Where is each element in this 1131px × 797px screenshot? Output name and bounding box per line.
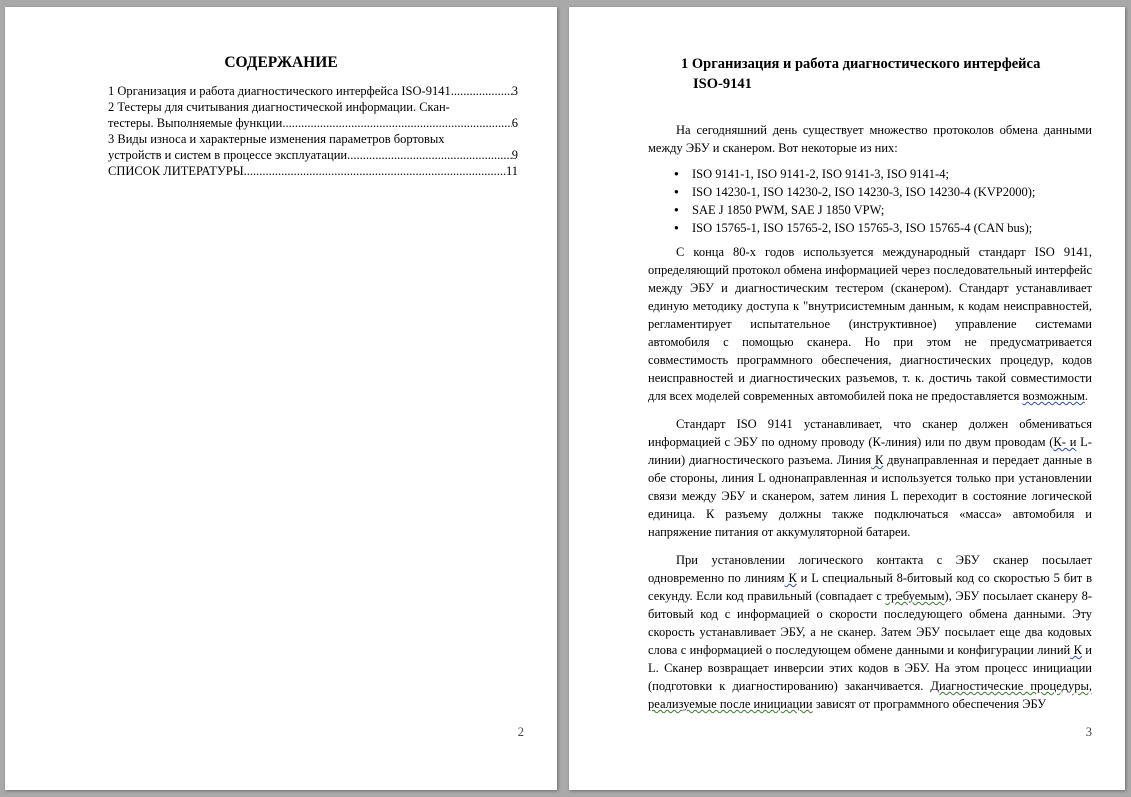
toc-entry-title: 3 Виды износа и характерные изменения параметров бортовых [108,132,445,146]
toc-entry [108,163,518,179]
section-heading-line: 1 Организация и работа диагностического интерфейса [681,56,1041,72]
paragraph-text: зависят от программного обеспечения ЭБУ [812,697,1047,711]
toc-entry-title: тестеры. Выполняемые функции [108,116,283,130]
spellcheck-word: К [1070,643,1082,657]
grammar-check-phrase: Диагностические процедуры, реализуемые после инициации [648,679,1092,711]
toc-leader-dots [244,163,506,179]
protocol-list [648,165,1092,237]
toc-title: СОДЕРЖАНИЕ [224,54,338,71]
toc-entry [108,83,518,99]
section-heading [681,54,1081,94]
paragraph: На сегодняшний день существует множество протоколов обмена данными между ЭБУ и сканером. Вот некоторые из них: [648,123,1092,155]
spellcheck-word: К [784,571,797,585]
toc-entry [108,115,518,131]
toc-leader-dots [347,147,512,163]
page-number: 2 [517,725,524,739]
spellcheck-word: К- и [1053,435,1077,449]
page-number: 3 [1085,725,1092,739]
toc-entry-page: 9 [511,148,518,162]
list-item: ● ISO 15765-1, ISO 15765-2, ISO 15765-3, ISO 15765-4 (CAN bus); [692,219,1092,237]
toc-leader-dots [451,83,512,99]
paragraph [648,551,1092,713]
table-of-contents [108,83,518,179]
grammar-check-word: требуемым [885,589,945,603]
section-heading-line: ISO-9141 [693,76,752,92]
toc-entry-page: 3 [511,84,518,98]
list-item: ● ISO 9141-1, ISO 9141-2, ISO 9141-3, ISO 9141-4; [692,165,1092,183]
document-page-right [569,7,1125,790]
spellcheck-word: возможным [1022,389,1085,403]
paragraph-text: ), ЭБУ посылает сканеру 8-битовый код с информацией о скорости последующего обмена данными. Эту скорость устанавливает ЭБУ, а не сканер. Затем ЭБУ посылает еще два кодовых слова с информацией о последующем обмене данными и конфигурации линий [648,589,1092,657]
paragraph-text: и L специальный 8-битовый код со скоростью 5 бит в секунду. Если код правильный (совпадает с [648,571,1092,603]
paragraph-text: Стандарт ISO 9141 устанавливает, что сканер должен обмениваться информацией с ЭБУ по одному проводу (К-линия) или по двум проводам ( [648,417,1092,449]
document-page-left [5,7,557,790]
toc-entry-title: СПИСОК ЛИТЕРАТУРЫ [108,164,244,178]
paragraph: С конца 80-х годов используется международный стандарт ISO 9141, определяющий протокол обмена информацией через последовательный интерфейс между ЭБУ и диагностическим тестером (сканером). Стандарт устанавливает единую методику доступа к "внутрисистемным данным, к кодам неисправностей, регламентирует испытательное (инструктивное) управление системами автомобиля с помощью сканера. Но при этом не предусматривается совместимость программного обеспечения, диагностических процедур, кодов неисправностей и диагностических разъемов, т. к. достичь такой совместимости для всех моделей современных автомобилей пока не предоставляется возможным. [648,245,1092,403]
body-text-clip [648,121,1092,718]
toc-leader-dots [282,115,511,131]
paragraph-text: При установлении логического контакта с ЭБУ сканер посылает одновременно по линиям [648,553,1092,585]
toc-entry [108,147,518,163]
list-item: ● ISO 14230-1, ISO 14230-2, ISO 14230-3, ISO 14230-4 (KVP2000); [692,183,1092,201]
paragraph-text: двунаправленная и передает данные в обе стороны, линия L однонаправленная и используется только при установлении связи между ЭБУ и сканером, затем линия L переходит в состояние логической единица. К разъему должны также подключаться «масса» автомобиля и напряжение питания от аккумуляторной батареи. [648,453,1092,539]
paragraph-text: L-линии) диагностического разъема. Линия [648,435,1092,467]
spellcheck-word: К [871,453,884,467]
toc-entry-page: 11 [505,164,518,178]
toc-entry-title: 2 Тестеры для считывания диагностической информации. Скан- [108,100,450,114]
toc-entry-title: устройств и систем в процессе эксплуатации [108,148,348,162]
toc-entry-title: 1 Организация и работа диагностического интерфейса ISO-9141 [108,84,451,98]
paragraph-text: и L. Сканер возвращает инверсии этих кодов в ЭБУ. На этом процесс инициации (подготовки к диагностированию) заканчивается. [648,643,1092,693]
paragraph [648,415,1092,541]
paragraph-text: С конца 80-х годов используется международный стандарт ISO 9141, определяющий протокол обмена информацией через последовательный интерфейс между ЭБУ и диагностическим тестером (сканером). Стандарт устанавливает единую методику доступа к "внутрисистемным данным, к кодам неисправностей, регламентирует испытательное (инструктивное) управление системами автомобиля с помощью сканера. Но при этом не предусматривается совместимость программного обеспечения, диагностических процедур, кодов неисправностей и диагностических разъемов, т. к. достичь такой совместимости для всех моделей современных автомобилей пока не предоставляется [648,245,1092,403]
toc-entry-page: 6 [511,116,518,130]
list-item: ● SAE J 1850 PWM, SAE J 1850 VPW; [692,201,1092,219]
